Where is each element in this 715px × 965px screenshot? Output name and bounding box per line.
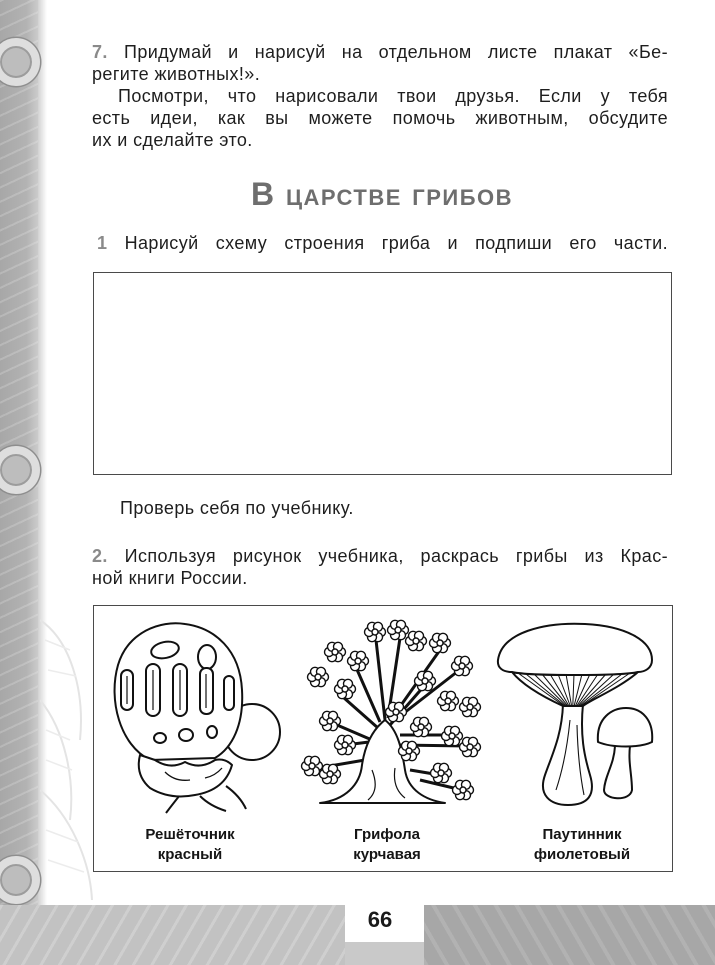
mushroom-label-line: фиолетовый [533,846,631,863]
section-title: В царстве грибов [250,176,514,212]
grifola-floret [365,622,386,641]
task-2-paragraph [92,545,668,589]
task-number: 2. [92,546,108,566]
grifola-floret [411,717,432,736]
drawing-area-frame [93,272,672,475]
grifola-frondosa-drawing [302,620,481,803]
grifola-floret [460,697,481,716]
bottom-decoration-center [345,942,425,965]
grifola-floret [308,667,329,686]
cortinarius-cap [498,624,652,675]
grifola-floret [386,702,407,721]
grifola-floret [325,642,346,661]
cortinarius-small-stem [604,746,632,798]
clathrus-hole [207,726,217,738]
mushroom-label-cortinarius [502,825,662,865]
clathrus-hole [154,733,166,743]
page-number: 66 [367,907,393,932]
grifola-floret [460,737,481,756]
clathrus-hole [198,645,216,669]
mushroom-label-line: Паутинник [542,826,622,843]
bottom-decoration-right [424,905,715,965]
leaf-pattern-decoration [40,580,100,905]
clathrus-slot [224,676,234,710]
task-1-paragraph [97,232,668,254]
task-2-line: ной книги России. [92,568,248,588]
clathrus-volva [139,755,232,796]
task-7-line: их и сделайте это. [92,130,253,150]
task-7-line: есть идеи, как вы можете помочь животным, обсудите [92,108,668,128]
mushroom-label-grifola [307,825,467,865]
task-text: Нарисуй схему строения гриба и подпиши его части. [124,233,668,253]
task-7-line: регите животных!». [92,64,261,84]
grifola-floret [335,735,356,754]
cortinarius-small-cap [598,708,652,747]
grifola-floret [453,780,474,799]
grifola-floret [320,711,341,730]
check-note: Проверь себя по учебнику. [120,498,354,518]
task-text: Используя рисунок учебника, раскрась грибы из Крас- [124,546,668,566]
grifola-floret [399,741,420,760]
grifola-floret [431,763,452,782]
grifola-floret [388,620,409,639]
mushroom-label-clathrus [110,825,270,865]
grifola-floret [442,726,463,745]
bottom-decoration-left [0,905,345,965]
mushroom-label-line: курчавая [353,846,421,863]
grifola-floret [335,679,356,698]
task-number: 7. [92,42,108,62]
mushroom-label-line: красный [157,846,223,863]
cortinarius-violaceus-drawing [498,624,652,805]
task-number: 1 [97,233,108,253]
grifola-floret [438,691,459,710]
task-7-paragraph [92,41,668,151]
task-text: Придумай и нарисуй на отдельном листе плакат «Бе- [123,42,668,62]
grifola-floret [430,633,451,652]
task-7-line [92,41,668,63]
grifola-floret [415,671,436,690]
grifola-floret [452,656,473,675]
task-7-line: Посмотри, что нарисовали твои друзья. Если у тебя [118,86,668,106]
task-1-line [97,232,668,254]
task-2-line [92,545,668,567]
mushroom-label-line: Решёточник [145,826,235,843]
cortinarius-stem [543,704,592,805]
mushroom-label-line: Грифола [354,826,420,843]
clathrus-ruber-drawing [115,623,280,813]
grifola-floret [320,764,341,783]
clathrus-hole [179,729,193,741]
grifola-floret [406,631,427,650]
grifola-floret [348,651,369,670]
